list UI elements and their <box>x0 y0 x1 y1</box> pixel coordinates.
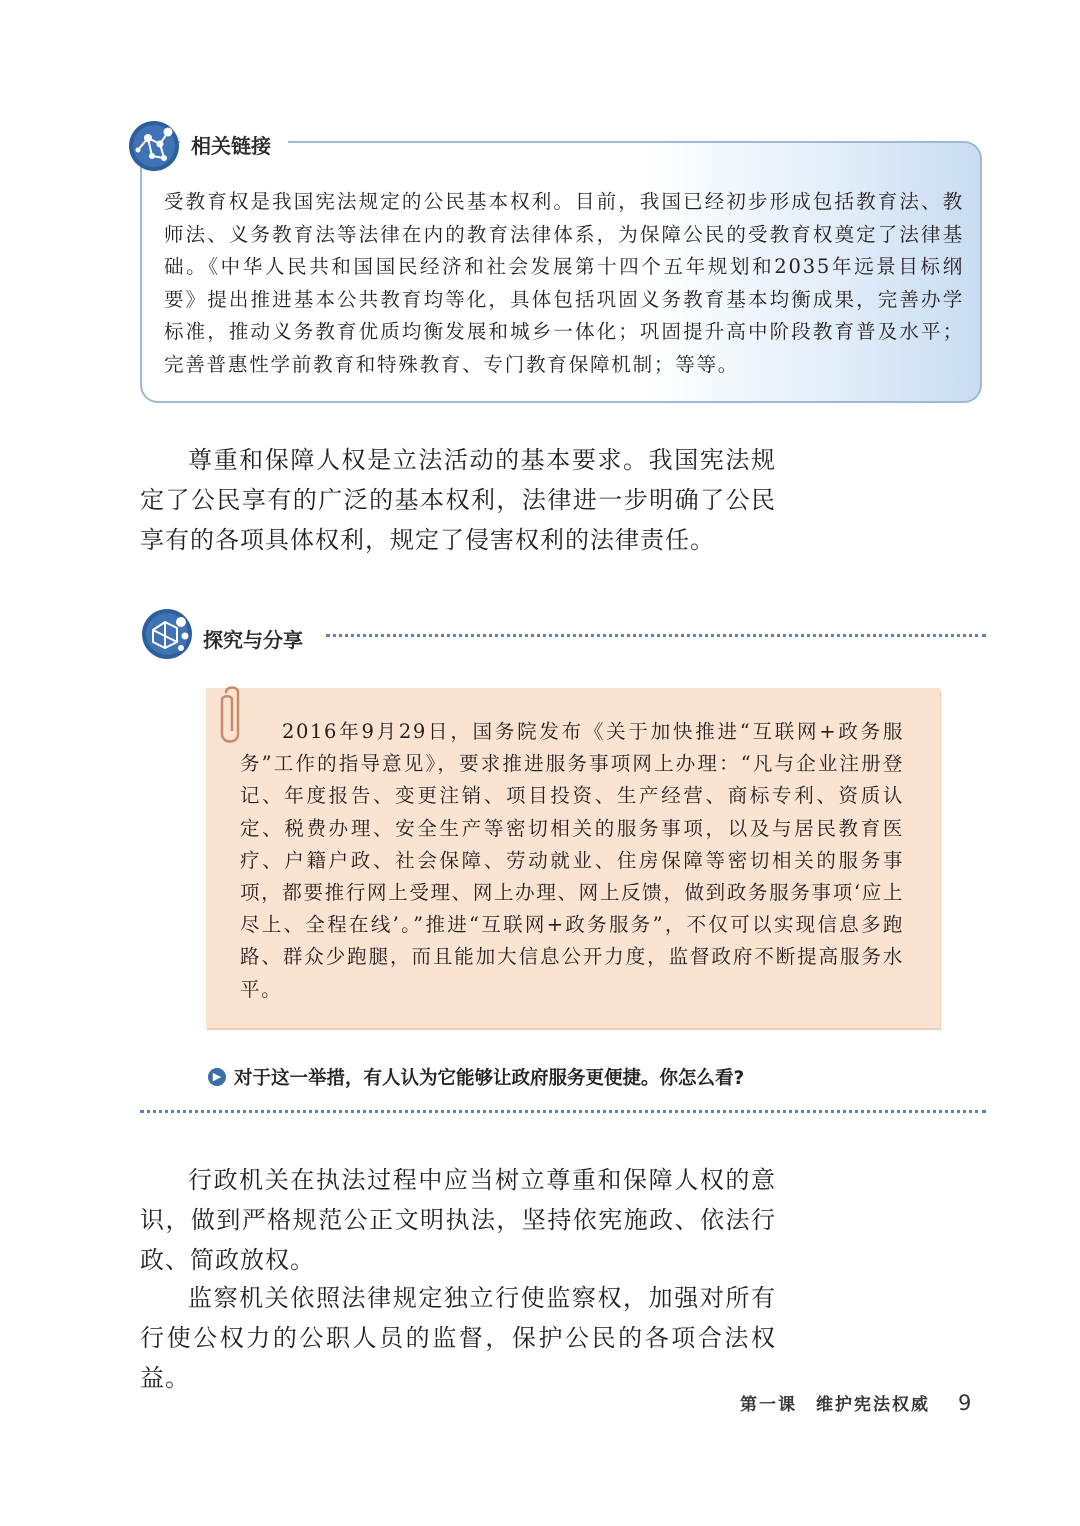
case-text: 2016年9月29日，国务院发布《关于加快推进“互联网+政务服务”工作的指导意见》，要求推进服务事项网上办理：“凡与企业注册登记、年度报告、变更注销、项目投资、生产经营、商标专利、资质认定、税费办理、安全生产等密切相关的服务事项，以及与居民教育医疗、户籍户政、社会保障、劳动就业、住房保障等密切相关的服务事项，都要推行网上受理、网上办理、网上反馈，做到政务服务事项‘应上尽上、全程在线’。”推进“互联网+政务服务”，不仅可以实现信息多跑路、群众少跑腿，而且能加大信息公开力度，监督政府不断提高服务水平。 <box>240 720 904 1001</box>
related-link-text: 受教育权是我国宪法规定的公民基本权利。目前，我国已经初步形成包括教育法、教师法、义务教育法等法律在内的教育法律体系，为保障公民的受教育权奠定了法律基础。《中华人民共和国国民经济和社会发展第十四个五年规划和2035年远景目标纲要》提出推进基本公共教育均等化，具体包括巩固义务教育基本均衡成果，完善办学标准，推动义务教育优质均衡发展和城乡一体化；巩固提升高中阶段教育普及水平；完善普惠性学前教育和特殊教育、专门教育保障机制；等等。 <box>164 190 964 376</box>
network-icon <box>128 120 180 172</box>
molecule-icon <box>141 608 193 660</box>
page-footer <box>740 1390 971 1415</box>
body-paragraph: 行政机关在执法过程中应当树立尊重和保障人权的意识，做到严格规范公正文明执法，坚持依宪施政、依法行政、简政放权。 <box>140 1166 776 1274</box>
divider <box>326 634 986 637</box>
question-text: 对于这一举措，有人认为它能够让政府服务更便捷。你怎么看? <box>234 1068 745 1089</box>
page-number: 9 <box>958 1391 972 1415</box>
discussion-question <box>208 1064 744 1090</box>
related-link-title: 相关链接 <box>191 134 271 158</box>
arrow-right-icon: ▶ <box>208 1068 226 1086</box>
body-paragraph: 尊重和保障人权是立法活动的基本要求。我国宪法规定了公民享有的广泛的基本权利，法律进一步明确了公民享有的各项具体权利，规定了侵害权利的法律责任。 <box>140 446 776 554</box>
body-paragraph: 监察机关依照法律规定独立行使监察权，加强对所有行使公权力的公职人员的监督，保护公民的各项合法权益。 <box>140 1284 776 1392</box>
lesson-title: 第一课 维护宪法权威 <box>740 1395 930 1415</box>
divider <box>140 1110 986 1113</box>
explore-title: 探究与分享 <box>203 628 303 652</box>
